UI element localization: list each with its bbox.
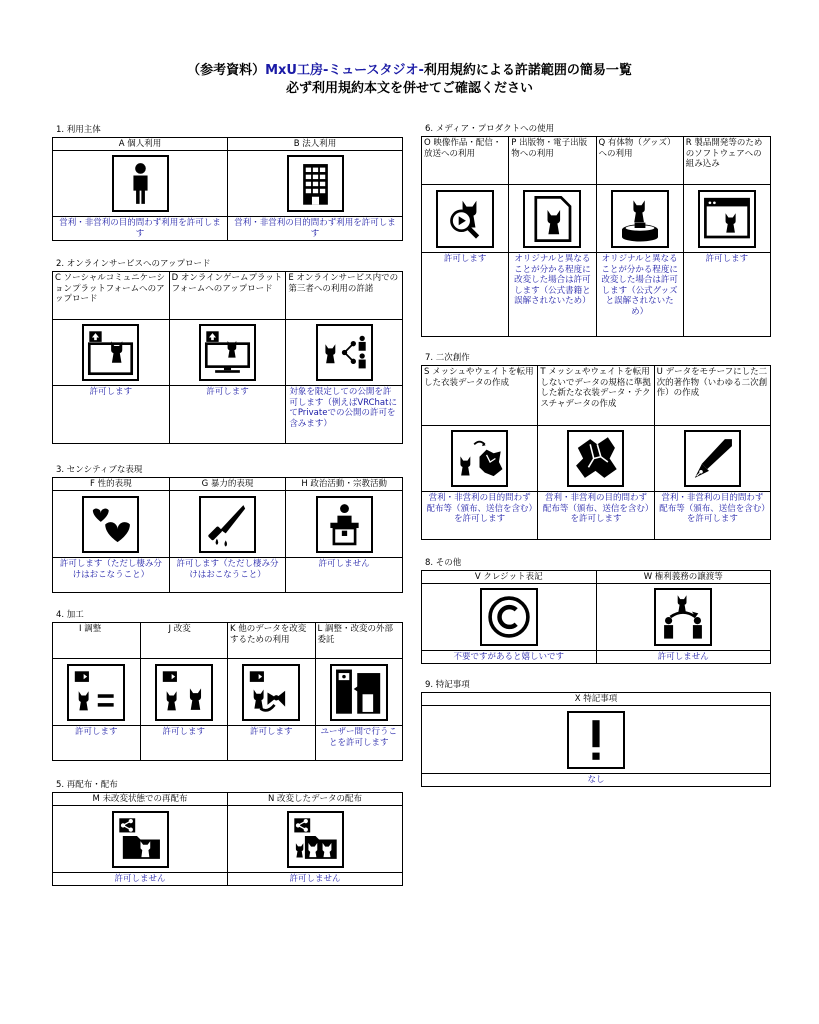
- header-cell-o: O 映像作品・配信・放送への利用: [422, 137, 509, 185]
- podium-icon: [316, 496, 373, 553]
- section-title: 9. 特記事項: [425, 680, 470, 690]
- result-cell-d: 許可します: [169, 386, 286, 444]
- result-cell-t: 営利・非営利の目的問わず配布等（頒布、送信を含む）を許可します: [538, 492, 654, 540]
- result-cell-n: 許可しません: [228, 873, 403, 886]
- title-main: 利用規約による許諾範囲の簡易一覧: [423, 63, 632, 78]
- share-folder-modified-icon: [287, 811, 344, 868]
- section-usage-subject: [52, 124, 403, 241]
- result-cell-s: 営利・非営利の目的問わず配布等（頒布、送信を含む）を許可します: [422, 492, 538, 540]
- header-cell-i: I 調整: [53, 623, 141, 659]
- outsource-icon: [330, 664, 388, 721]
- header-cell-a: A 個人利用: [53, 138, 228, 151]
- building-icon: [287, 155, 344, 212]
- result-cell-g: 許可します（ただし棲み分けはおこなうこと）: [169, 558, 286, 593]
- header-cell-w: W 権利義務の譲渡等: [596, 571, 771, 584]
- result-cell-m: 許可しません: [53, 873, 228, 886]
- pen-nib-icon: [684, 430, 741, 487]
- section-online-upload: [52, 258, 403, 444]
- header-cell-h: H 政治活動・宗教活動: [286, 478, 403, 491]
- result-cell-i: 許可します: [53, 726, 141, 761]
- result-cell-u: 営利・非営利の目的問わず配布等（頒布、送信を含む）を許可します: [654, 492, 770, 540]
- result-cell-c: 許可します: [53, 386, 170, 444]
- result-cell-l: ユーザー間で行うことを許可します: [315, 726, 403, 761]
- title-line1: [0, 62, 819, 80]
- result-cell-o: 許可します: [422, 253, 509, 337]
- result-cell-h: 許可しません: [286, 558, 403, 593]
- section-special-notes: [421, 679, 771, 787]
- hearts-icon: [82, 496, 139, 553]
- result-cell-f: 許可します（ただし棲み分けはおこなうこと）: [53, 558, 170, 593]
- upload-cat-icon: [82, 324, 139, 381]
- result-cell-q: オリジナルと異なることが分かる程度に改変した場合は許可します（公式グッズと誤解されないため）: [596, 253, 683, 337]
- transfer-icon: [654, 588, 712, 646]
- result-cell-b: 営利・非営利の目的問わず利用を許可します: [228, 217, 403, 241]
- section-title: 1. 利用主体: [56, 125, 101, 135]
- result-cell-r: 許可します: [683, 253, 770, 337]
- header-cell-u: U データをモチーフにした二次的著作物（いわゆる二次創作）の作成: [654, 366, 770, 426]
- header-cell-x: X 特記事項: [422, 693, 771, 706]
- section-other: [421, 557, 771, 664]
- section-title: 5. 再配布・配布: [56, 780, 118, 790]
- exclamation-icon: [567, 711, 625, 769]
- header-cell-c: C ソーシャルコミュニケーションプラットフォームへのアップロード: [53, 272, 170, 320]
- section-processing: [52, 609, 403, 761]
- video-cat-icon: [436, 190, 494, 248]
- result-cell-j: 許可します: [140, 726, 228, 761]
- result-cell-e: 対象を限定しての公開を許可します（例えばVRChatにてPrivateでの公開の許可を含みます）: [286, 386, 403, 444]
- section-redistribution: [52, 779, 403, 886]
- header-cell-s: S メッシュやウェイトを転用した衣装データの作成: [422, 366, 538, 426]
- header-cell-q: Q 有体物（グッズ）への利用: [596, 137, 683, 185]
- section-sensitive: [52, 464, 403, 593]
- header-cell-g: G 暴力的表現: [169, 478, 286, 491]
- copyright-icon: [480, 588, 538, 646]
- header-cell-p: P 出版物・電子出版物への利用: [509, 137, 596, 185]
- bow-icon: [242, 664, 300, 721]
- header-cell-f: F 性的表現: [53, 478, 170, 491]
- share-people-icon: [316, 324, 373, 381]
- header-cell-d: D オンラインゲームプラットフォームへのアップロード: [169, 272, 286, 320]
- brand-name: MxU工房-ミュースタジオ-: [265, 63, 424, 78]
- header-cell-r: R 製品開発等のためのソフトウェアへの組み込み: [683, 137, 770, 185]
- header-cell-j: J 改変: [140, 623, 228, 659]
- result-cell-w: 許可しません: [596, 651, 771, 664]
- header-cell-v: V クレジット表記: [422, 571, 597, 584]
- clothes-icon: [567, 430, 624, 487]
- section-derivative: [421, 352, 771, 540]
- result-cell-k: 許可します: [228, 726, 316, 761]
- share-folder-icon: [112, 811, 169, 868]
- section-title: 8. その他: [425, 558, 462, 568]
- result-cell-p: オリジナルと異なることが分かる程度に改変した場合は許可します（公式書籍と誤解されないため）: [509, 253, 596, 337]
- header-cell-m: M 未改変状態での再配布: [53, 793, 228, 806]
- header-cell-t: T メッシュやウェイトを転用しないでデータの規格に準拠した新たな衣装データ・テクスチャデータの作成: [538, 366, 654, 426]
- section-title: 3. センシティブな表現: [56, 465, 143, 475]
- section-title: 6. メディア・プロダクトへの使用: [425, 124, 555, 134]
- person-icon: [112, 155, 169, 212]
- adjust-icon: [67, 664, 125, 721]
- header-cell-l: L 調整・改変の外部委託: [315, 623, 403, 659]
- section-media-products: [421, 123, 771, 337]
- cat-clothes-icon: [451, 430, 508, 487]
- title-prefix: （参考資料）: [187, 63, 266, 78]
- section-title: 2. オンラインサービスへのアップロード: [56, 259, 211, 269]
- document-cat-icon: [523, 190, 581, 248]
- page-title: [0, 62, 819, 98]
- modify-icon: [155, 664, 213, 721]
- header-cell-k: K 他のデータを改変するための利用: [228, 623, 316, 659]
- software-window-icon: [698, 190, 756, 248]
- figure-cat-icon: [611, 190, 669, 248]
- section-title: 4. 加工: [56, 610, 84, 620]
- result-cell-v: 不要ですがあると嬉しいです: [422, 651, 597, 664]
- knife-icon: [199, 496, 256, 553]
- header-cell-e: E オンラインサービス内での第三者への利用の許諾: [286, 272, 403, 320]
- result-cell-a: 営利・非営利の目的問わず利用を許可します: [53, 217, 228, 241]
- upload-monitor-icon: [199, 324, 256, 381]
- section-title: 7. 二次創作: [425, 353, 470, 363]
- header-cell-b: B 法人利用: [228, 138, 403, 151]
- title-line2: 必ず利用規約本文を併せてご確認ください: [285, 81, 533, 96]
- header-cell-n: N 改変したデータの配布: [228, 793, 403, 806]
- result-cell-x: なし: [422, 774, 771, 787]
